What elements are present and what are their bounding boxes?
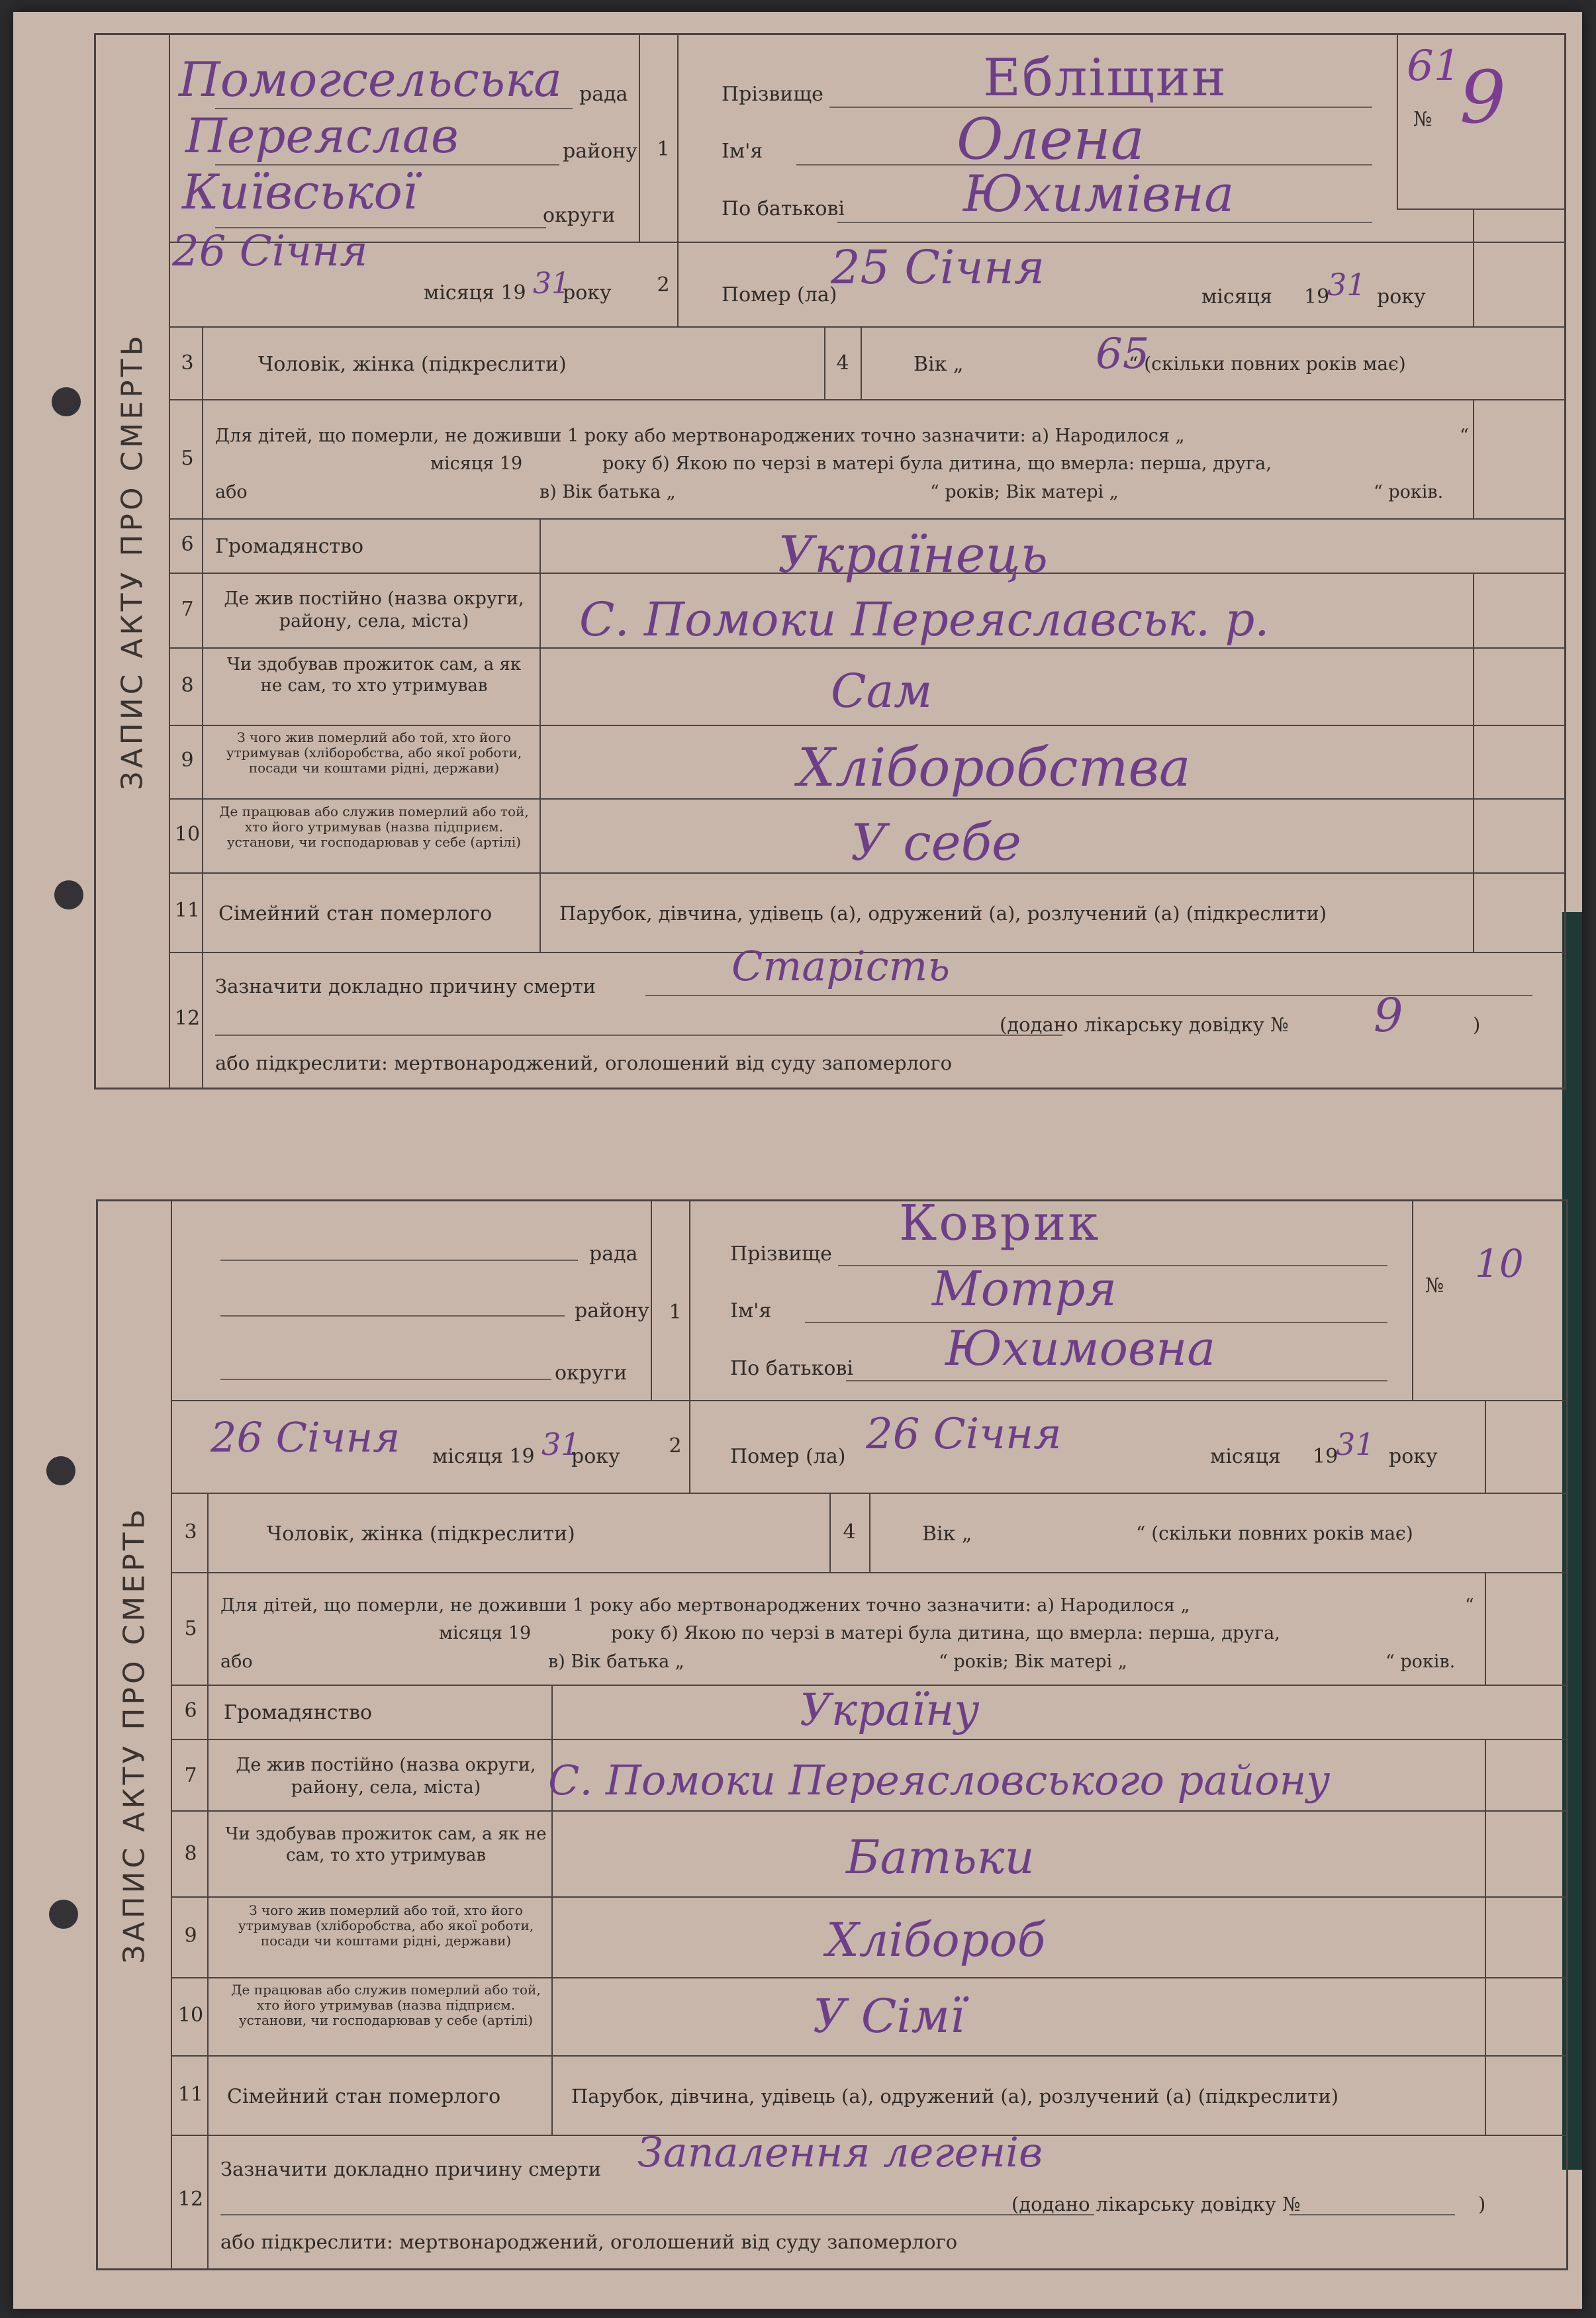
handwritten-citizenship: Україну [800,1685,980,1736]
handwritten-workplace: У себе [851,813,1021,872]
handwritten-cause: Старість [731,942,950,990]
record-number: 9 [1460,55,1506,140]
handwritten-income: Сам [831,664,933,718]
handwritten-death-date: 26 Січня [866,1410,1062,1459]
handwritten-residence: С. Помоки Переясловського району [548,1756,1331,1804]
handwritten-citizenship: Українець [778,525,1049,584]
form-sidebar [96,35,170,1088]
handwritten-death-date: 25 Січня [831,240,1045,295]
handwritten-rada: Помогсельська [179,52,562,107]
handwritten-residence: С. Помоки Переяславськ. р. [579,592,1270,647]
handwritten-certificate: 9 [1374,988,1403,1043]
handwritten-date: 26 Січня [172,227,368,276]
handwritten-income: Батьки [846,1830,1035,1884]
handwritten-workplace: У Сімї [813,1989,965,2043]
record-number: 10 [1475,1241,1524,1286]
handwritten-age: 65 [1096,330,1150,379]
punch-hole [49,1900,78,1929]
handwritten-rayon: Переяслав [185,108,459,163]
record-number-faint: 61 [1407,42,1461,91]
form-sidebar [98,1201,172,2268]
handwritten-patronymic: Юхимівна [963,164,1235,223]
handwritten-occupation: Хліборобства [798,737,1191,798]
handwritten-surname: Коврик [899,1195,1101,1252]
handwritten-cause: Запалення легенів [637,2128,1043,2176]
death-record-form-1: ЗАПИС АКТУ ПРО СМЕРТЬ 1 2 3 4 5 6 7 8 9 10 11 12 рада району округи Помогсельська Переяслав Київської 26 Січня місяця 19 31 року Прізвище Ебліщин Ім'я Олена По батькові Юхимівна № 61 9 Помер (ла) 25 Січня місяця 19 31 року Чоловік, жінка (підкреслити) Вік „ 65 “ (скільки повних років має) Для дітей, що померли, не доживши 1 року або мертвонароджених точно зазначити: а) Народилося „ “ місяця 19 року б) Якою по черзі в матері була дитина, що вмерла: перша, друга, або в) Вік батька „ “ років; Вік матері „ “ років. Громадянство Де жив постійно (назва округи, району, села, міста) Чи здобував прожиток сам, а як не сам, то хто утримував З чого жив померлий або той, хто його утримував (хліборобства, або якої роботи, посади чи коштами рідні, держави) Де працював або служив померлий або той, хто його утримував (назва підприєм. установи, чи господарював у себе (артілі) Українець С. Помоки Переяславськ. р. Сам Хліборобства У себе Сімейний стан померлого Парубок, дівчина, удівець (а), одружений (а), розлучений (а) (підкреслити) Зазначити докладно причину смерти Старість (додано лікарську довідку № 9 ) або підкреслити: мертвонароджений, оголошений від суду запомерлого [94,33,1566,1089]
handwritten-name: Олена [957,107,1145,173]
handwritten-date: 26 Січня [211,1413,400,1461]
punch-hole [52,387,81,416]
handwritten-name: Мотря [932,1261,1117,1317]
punch-hole [46,1456,75,1485]
handwritten-occupation: Хлібороб [826,1913,1046,1967]
handwritten-patronymic: Юхимовна [945,1321,1216,1376]
handwritten-okruha: Київської [182,164,418,220]
punch-hole [54,880,83,909]
form-side-title: ЗАПИС АКТУ ПРО СМЕРТЬ [117,1506,152,1964]
death-record-form-2: ЗАПИС АКТУ ПРО СМЕРТЬ 1 2 3 4 5 6 7 8 9 10 11 12 рада району округи 26 Січня місяця 19 31 року Прізвище Коврик Ім'я Мотря По батькові Юхимовна № 10 Помер (ла) 26 Січня місяця 19 31 року Чоловік, жінка (підкреслити) Вік „ “ (скільки повних років має) Для дітей, що померли, не доживши 1 року або мертвонароджених точно зазначити: а) Народилося „ “ місяця 19 року б) Якою по черзі в матері була дитина, що вмерла: перша, друга, або в) Вік батька „ “ років; Вік матері „ “ років. Громадянство Де жив постійно (назва округи, району, села, міста) Чи здобував прожиток сам, а як не сам, то хто утримував З чого жив померлий або той, хто його утримував (хліборобства, або якої роботи, посади чи коштами рідні, держави) Де працював або служив померлий або той, хто його утримував (назва підприєм. установи, чи господарював у себе (артілі) Україну С. Помоки Переясловського району Батьки Хлібороб У Сімї Сімейний стан померлого Парубок, дівчина, удівець (а), одружений (а), розлучений (а) (підкреслити) Зазначити докладно причину смерти Запалення легенів (додано лікарську довідку № ) або підкреслити: мертвонароджений, оголошений від суду запомерлого [96,1199,1568,2270]
form-side-title: ЗАПИС АКТУ ПРО СМЕРТЬ [115,332,150,790]
handwritten-surname: Ебліщин [983,48,1227,108]
